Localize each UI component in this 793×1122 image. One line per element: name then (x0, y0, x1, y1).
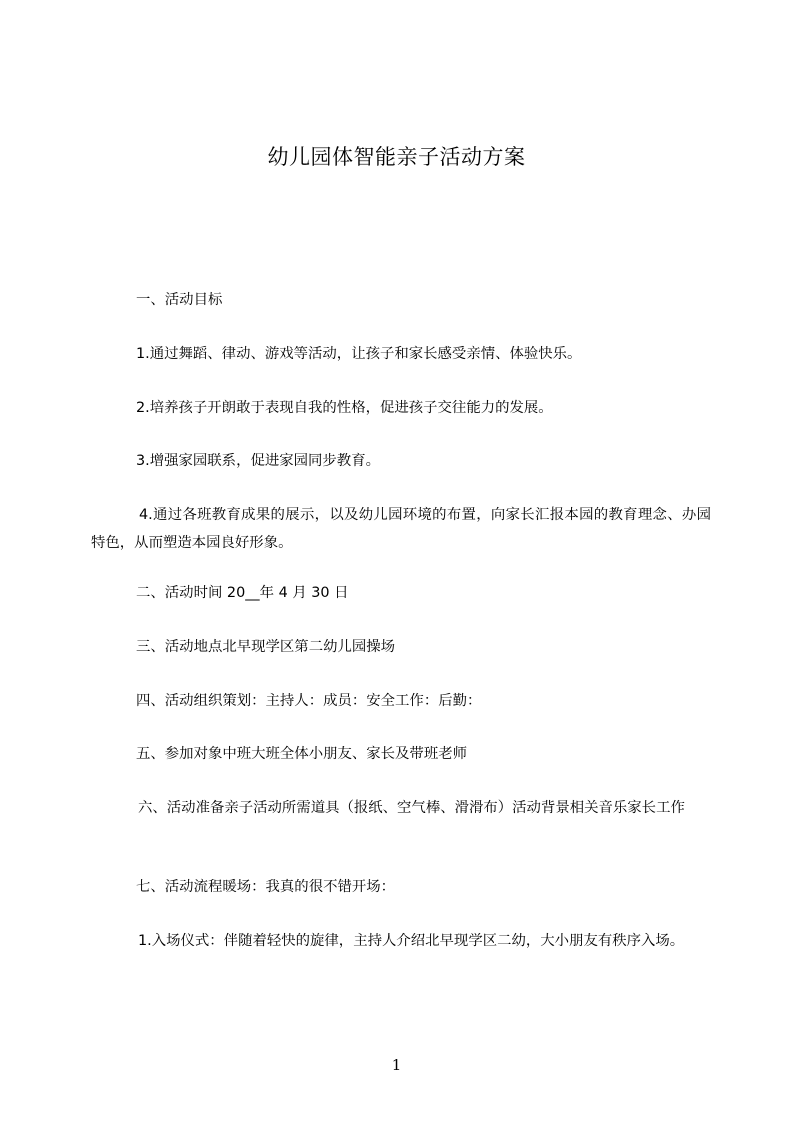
section-participants: 五、参加对象中班大班全体小朋友、家长及带班老师 (136, 746, 467, 762)
document-title: 幼儿园体智能亲子活动方案 (267, 145, 526, 169)
goal-item-4: 4.通过各班教育成果的展示，以及幼儿园环境的布置，向家长汇报本园的教育理念、办园特色，从而塑造本园良好形象。 (91, 507, 711, 551)
section-activity-organization: 四、活动组织策划：主持人：成员：安全工作：后勤： (136, 693, 482, 709)
section-heading-goals: 一、活动目标 (136, 292, 223, 308)
section-activity-process: 七、活动流程暖场：我真的很不错开场： (136, 879, 396, 895)
section-preparation: 六、活动准备亲子活动所需道具（报纸、空气棒、滑滑布）活动背景相关音乐家长工作 (138, 800, 685, 816)
goal-item-2: 2.培养孩子开朗敢于表现自我的性格，促进孩子交往能力的发展。 (136, 400, 553, 416)
process-item-1: 1.入场仪式：伴随着轻快的旋律，主持人介绍北早现学区二幼，大小朋友有秩序入场。 (138, 933, 685, 949)
page-number: 1 (391, 1056, 402, 1074)
section-activity-location: 三、活动地点北早现学区第二幼儿园操场 (136, 639, 396, 655)
goal-item-1: 1.通过舞蹈、律动、游戏等活动，让孩子和家长感受亲情、体验快乐。 (136, 346, 582, 362)
goal-item-3: 3.增强家园联系，促进家园同步教育。 (136, 453, 380, 469)
section-activity-time: 二、活动时间 20__年 4 月 30 日 (136, 585, 349, 601)
